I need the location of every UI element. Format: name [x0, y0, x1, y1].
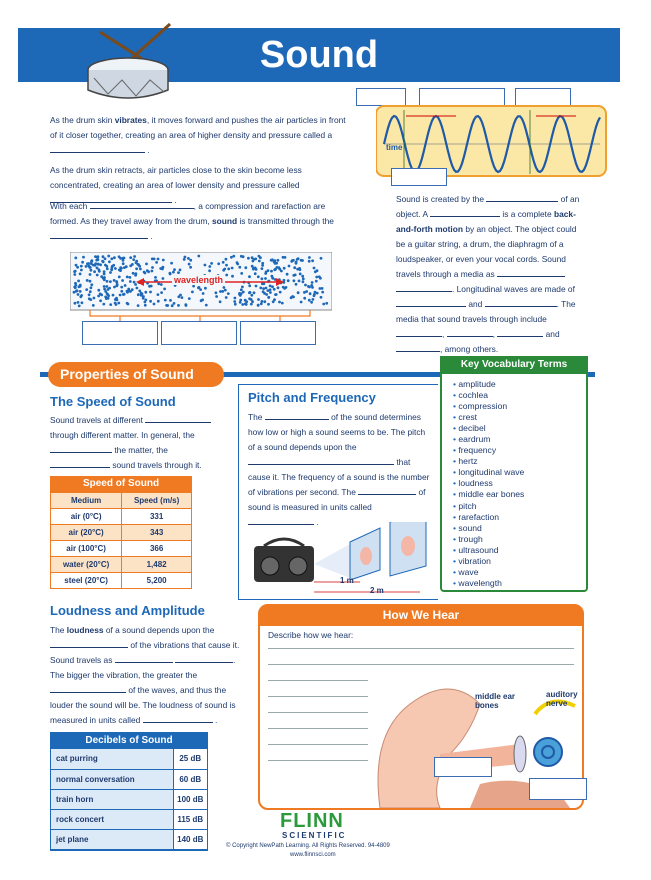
- blank[interactable]: [50, 639, 128, 648]
- vocab-item: • compression: [453, 401, 583, 412]
- vocab-item: • pitch: [453, 501, 583, 512]
- blank[interactable]: [396, 328, 442, 337]
- blank[interactable]: [90, 200, 194, 209]
- how-we-hear-title: How We Hear: [258, 604, 584, 626]
- website-link[interactable]: www.flinnsci.com: [290, 852, 336, 858]
- speed-cell: 366: [122, 541, 192, 557]
- blank[interactable]: [175, 654, 233, 663]
- vocab-item: • eardrum: [453, 434, 583, 445]
- blank[interactable]: [447, 328, 493, 337]
- speed-table: [50, 476, 192, 589]
- vocab-item: • ultrasound: [453, 545, 583, 556]
- decibel-value: 60 dB: [173, 769, 207, 789]
- vocab-item: • frequency: [453, 445, 583, 456]
- intro-paragraph-3: With each , a compression and rarefaction are formed. As they travel away from the drum, sound is transmitted through the .: [50, 201, 334, 241]
- decibel-table: [50, 732, 208, 851]
- page-title: Sound: [259, 34, 379, 76]
- vocab-item: • crest: [453, 412, 583, 423]
- vocab-item: • sound: [453, 523, 583, 534]
- medium-cell: steel (20°C): [51, 573, 122, 589]
- speed-cell: 1,482: [122, 557, 192, 573]
- distance-2m: 2 m: [370, 586, 384, 595]
- ear-label-box[interactable]: [434, 757, 492, 777]
- blank[interactable]: [143, 714, 213, 723]
- decibel-label: cat purring: [51, 749, 173, 769]
- drum-illustration: [80, 22, 180, 102]
- blank[interactable]: [497, 268, 565, 277]
- vocab-item: • amplitude: [453, 379, 583, 390]
- pitch-paragraph: The of the sound determines how low or high a sound seems to be. The pitch of a sound depends upon the that cause it. The frequency of a sound is the number of vibrations per second. The of sound is measured in units called .: [248, 412, 430, 527]
- blank[interactable]: [396, 283, 452, 292]
- blank[interactable]: [486, 193, 558, 202]
- intro-paragraph-1: As the drum skin vibrates, it moves forward and pushes the air particles in front of it closer together, creating an area of higher density and pressure called a .: [50, 115, 346, 155]
- vocab-item: • wavelength: [453, 578, 583, 589]
- vocab-item: • longitudinal wave: [453, 467, 583, 478]
- blank[interactable]: [497, 328, 543, 337]
- decibel-value: 100 dB: [173, 789, 207, 809]
- medium-cell: air (0°C): [51, 509, 122, 525]
- vocab-list: [453, 379, 583, 589]
- decibel-value: 140 dB: [173, 829, 207, 849]
- decibel-label: jet plane: [51, 829, 173, 849]
- blank[interactable]: [115, 654, 173, 663]
- decibel-value: 25 dB: [173, 749, 207, 769]
- vocab-item: • decibel: [453, 423, 583, 434]
- decibel-label: rock concert: [51, 809, 173, 829]
- wave-label-box[interactable]: [391, 168, 447, 186]
- speed-cell: 5,200: [122, 573, 192, 589]
- copyright-text: © Copyright NewPath Learning. All Rights Reserved. 94-4809: [226, 843, 390, 849]
- flinn-logo-sub: SCIENTIFIC: [282, 831, 347, 840]
- vocab-item: • vibration: [453, 556, 583, 567]
- blank[interactable]: [50, 230, 148, 239]
- blank[interactable]: [50, 684, 126, 693]
- blank[interactable]: [248, 456, 394, 465]
- vocab-item: • wave: [453, 567, 583, 578]
- vocab-item: • cochlea: [453, 390, 583, 401]
- auditory-nerve-label: auditory nerve: [546, 690, 578, 708]
- pitch-heading: Pitch and Frequency: [248, 390, 376, 405]
- intro-paragraph-2: As the drum skin retracts, air particles close to the skin become less concentrated, creating an area of lower density and pressure called .: [50, 165, 302, 205]
- loudness-heading: Loudness and Amplitude: [50, 603, 205, 618]
- vocab-title: Key Vocabulary Terms: [440, 356, 588, 374]
- right-paragraph: Sound is created by the of an object. A is a complete back-and-forth motion by an object. The object could be a guitar string, a drum, the diaphragm of a loudspeaker, or even your vocal cords. Sound travels through a media as . Longitudinal waves are made of and . The media that sound travels through include , , and , among others.: [396, 194, 580, 354]
- blank[interactable]: [358, 486, 416, 495]
- decibel-table-title: Decibels of Sound: [51, 733, 207, 749]
- middle-ear-bones-label: middle ear bones: [475, 692, 516, 710]
- col-header: Medium: [51, 493, 122, 509]
- vocab-item: • trough: [453, 534, 583, 545]
- blank[interactable]: [50, 144, 145, 153]
- decibel-label: normal conversation: [51, 769, 173, 789]
- time-label: time: [386, 143, 403, 152]
- particle-label-box[interactable]: [240, 321, 316, 345]
- blank[interactable]: [485, 298, 557, 307]
- blank[interactable]: [396, 343, 440, 352]
- particle-label-box[interactable]: [82, 321, 158, 345]
- decibel-value: 115 dB: [173, 809, 207, 829]
- speed-paragraph: Sound travels at different through different matter. In general, the the matter, the sound travels through it.: [50, 413, 230, 473]
- blank[interactable]: [396, 298, 466, 307]
- vocab-item: • loudness: [453, 478, 583, 489]
- blank[interactable]: [50, 444, 112, 453]
- loudness-paragraph: The loudness of a sound depends upon the of the vibrations that cause it. Sound travels as . The bigger the vibration, the greater the of the waves, and thus the louder the sound will be. The loudness of sound is measured in units called .: [50, 625, 240, 725]
- speed-cell: 343: [122, 525, 192, 541]
- distance-1m: 1 m: [340, 576, 354, 585]
- medium-cell: air (20°C): [51, 525, 122, 541]
- medium-cell: water (20°C): [51, 557, 122, 573]
- wavelength-label: wavelength: [174, 275, 224, 285]
- properties-heading: Properties of Sound: [48, 362, 224, 387]
- how-we-hear-prompt: Describe how we hear:: [268, 630, 354, 640]
- flinn-logo: FLINN: [280, 810, 344, 832]
- col-header: Speed (m/s): [122, 493, 192, 509]
- ear-label-box[interactable]: [529, 778, 587, 800]
- blank[interactable]: [50, 459, 110, 468]
- pitch-illustration: [250, 522, 440, 598]
- vocab-item: • rarefaction: [453, 512, 583, 523]
- particle-label-box[interactable]: [161, 321, 237, 345]
- vocab-item: • hertz: [453, 456, 583, 467]
- blank[interactable]: [265, 411, 329, 420]
- speed-cell: 331: [122, 509, 192, 525]
- decibel-label: train horn: [51, 789, 173, 809]
- speed-table-title: Speed of Sound: [50, 476, 192, 492]
- speed-heading: The Speed of Sound: [50, 394, 176, 409]
- blank[interactable]: [145, 414, 211, 423]
- medium-cell: air (100°C): [51, 541, 122, 557]
- blank[interactable]: [430, 208, 500, 217]
- vocab-item: • middle ear bones: [453, 489, 583, 500]
